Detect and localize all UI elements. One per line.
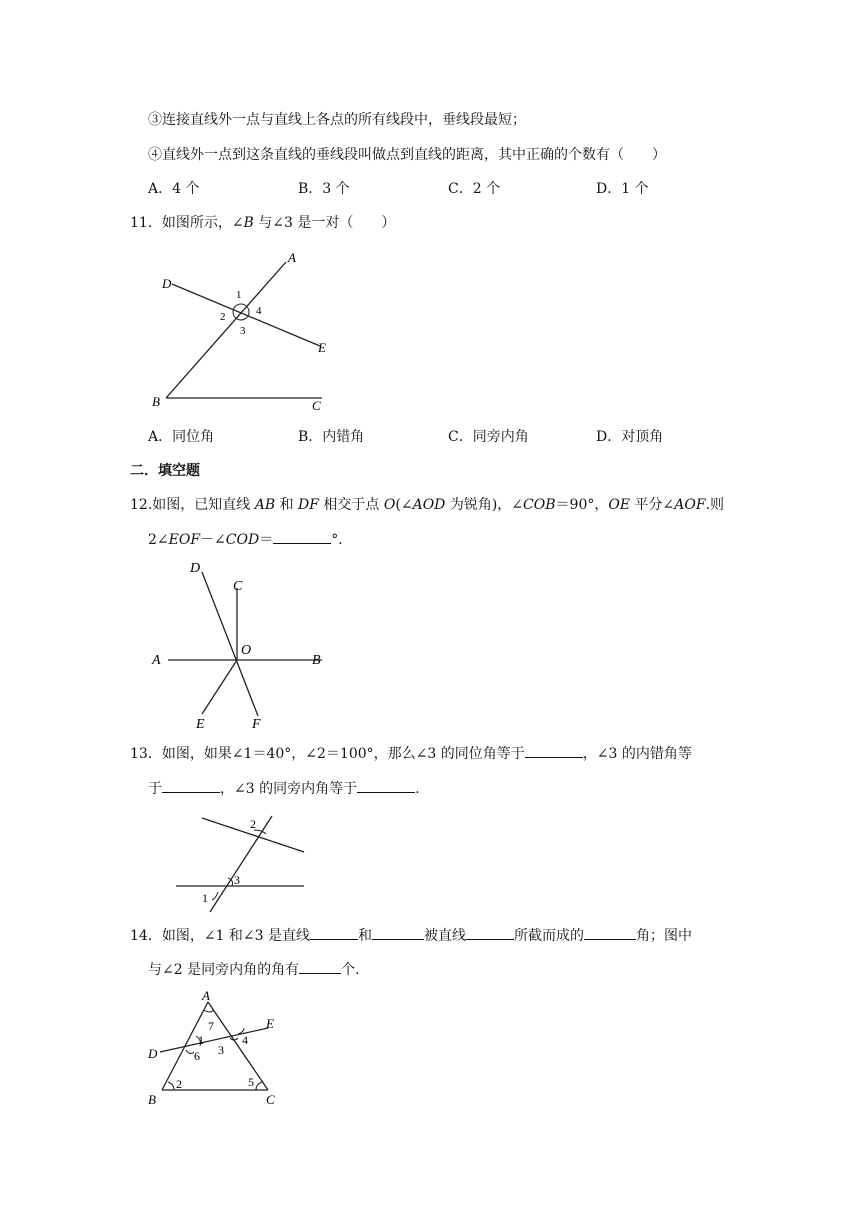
q14-label-e: E — [266, 1016, 274, 1031]
q11-number: 11． — [130, 215, 162, 231]
q14-line-de — [160, 1028, 268, 1052]
q14-text: 和 — [358, 928, 373, 944]
q11-line-de — [172, 284, 320, 346]
q12-stem-line2 — [148, 529, 352, 550]
q12-var-aof: AOF — [674, 497, 706, 513]
q14-angle-1: 1 — [198, 1033, 204, 1047]
q12-text: 为锐角)，∠ — [445, 497, 524, 513]
q12-label-e: E — [196, 717, 205, 732]
q11-angle-4: 4 — [256, 305, 262, 317]
section-title-fill-in: 二．填空题 — [130, 463, 200, 479]
q11-option-a: A．同位角 — [148, 429, 215, 445]
q13-text: 于 — [148, 781, 162, 797]
q13-angle-2: 2 — [250, 817, 256, 831]
q13-blank-consecutive[interactable] — [357, 778, 415, 793]
q13-angle-1: 1 — [202, 891, 208, 905]
q12-figure — [140, 558, 350, 738]
q12-text: －∠ — [200, 532, 226, 548]
q14-text: 个. — [341, 962, 360, 978]
q12-answer-blank[interactable] — [273, 529, 331, 544]
q12-text: 相交于点 — [318, 497, 384, 513]
q11-angle-marks — [233, 304, 249, 320]
q12-label-c: C — [233, 579, 243, 594]
q12-text: 和 — [275, 497, 299, 513]
q14-angle-5: 5 — [248, 1075, 254, 1089]
q14-angle-4: 4 — [242, 1033, 248, 1047]
q14-stem-line1 — [130, 925, 692, 946]
q11-figure — [140, 240, 360, 420]
q12-text: °． — [331, 532, 353, 548]
q14-label-c: C — [266, 1092, 275, 1107]
q11-angle-b: ∠B — [231, 215, 254, 231]
q11-stem — [130, 213, 395, 233]
q12-stem-line1 — [130, 495, 724, 515]
q12-var-oe: OE — [608, 497, 631, 513]
q14-blank-line-2[interactable] — [372, 925, 424, 940]
q14-angle-7: 7 — [208, 1019, 214, 1033]
q10-statement-3: ③连接直线外一点与直线上各点的所有线段中，垂线段最短； — [148, 112, 526, 128]
q12-text: .则 — [705, 497, 725, 513]
q11-option-b: B．内错角 — [298, 429, 365, 445]
q12-text: ＝ — [259, 532, 274, 548]
q14-blank-count[interactable] — [299, 959, 341, 974]
q11-angle-3: 3 — [240, 325, 246, 337]
q12-text: 平分∠ — [630, 497, 675, 513]
q11-text-b: 与∠3 是一对（ ） — [253, 215, 396, 231]
q14-text: 如图，∠1 和∠3 是直线 — [161, 928, 311, 944]
q11-label-b: B — [152, 394, 160, 409]
q11-option-c: C．同旁内角 — [448, 429, 529, 445]
q14-angle-7-arc — [204, 1010, 214, 1012]
q11-label-e: E — [318, 340, 326, 355]
q14-label-a: A — [202, 988, 210, 1003]
q13-angle-3: 3 — [234, 873, 240, 887]
q12-text: 2∠ — [148, 532, 169, 548]
q14-blank-transversal[interactable] — [466, 925, 514, 940]
q12-text: ＝90°， — [555, 497, 609, 513]
q11-angle-1: 1 — [236, 289, 242, 301]
q11-angle-2: 2 — [220, 311, 226, 323]
q10-option-a: A．4 个 — [148, 181, 200, 197]
q12-label-f: F — [252, 717, 261, 732]
q13-blank-alternate[interactable] — [162, 778, 220, 793]
q13-text: ，∠3 的同旁内角等于 — [220, 781, 358, 797]
q12-var-cob: COB — [523, 497, 556, 513]
q12-ray-oe — [202, 660, 237, 714]
q13-stem-line1 — [130, 743, 692, 764]
q12-var-ab: AB — [254, 497, 276, 513]
q11-label-d: D — [162, 276, 172, 291]
q12-label-a: A — [152, 653, 161, 668]
q11-label-a: A — [288, 250, 296, 265]
q10-option-c: C．2 个 — [448, 181, 501, 197]
q13-text: . — [415, 781, 420, 797]
q14-angle-2: 2 — [176, 1077, 182, 1091]
q13-blank-corresponding[interactable] — [525, 743, 583, 758]
q12-var-aod: AOD — [412, 497, 446, 513]
q12-var-cod: COD — [225, 532, 260, 548]
q13-text: ，∠3 的内错角等 — [582, 746, 692, 762]
q13-number: 13． — [130, 746, 162, 762]
q11-label-c: C — [312, 398, 321, 413]
q13-figure — [170, 808, 320, 918]
q13-angle-1-arc — [212, 892, 218, 900]
q13-stem-line2 — [148, 778, 420, 799]
q12-var-eof: EOF — [168, 532, 201, 548]
q14-text: 所截而成的 — [514, 928, 585, 944]
q11-text-a: 如图所示， — [161, 215, 232, 231]
q12-text: (∠ — [395, 497, 413, 513]
q14-blank-angle-type[interactable] — [584, 925, 636, 940]
q14-text: 被直线 — [424, 928, 467, 944]
q14-angle-5-arc — [256, 1082, 262, 1090]
q12-label-o: O — [241, 643, 252, 658]
q12-label-b: B — [312, 653, 321, 668]
q12-text: 如图，已知直线 — [152, 497, 255, 513]
q11-line-ba — [166, 262, 286, 398]
q10-statement-4: ④直线外一点到这条直线的垂线段叫做点到直线的距离，其中正确的个数有（ ） — [148, 147, 666, 163]
q12-label-d: D — [190, 561, 201, 576]
q14-side-ac — [208, 1002, 268, 1090]
q11-option-d: D．对顶角 — [596, 429, 664, 445]
q14-text: 角；图中 — [636, 928, 693, 944]
q10-option-b: B．3 个 — [298, 181, 350, 197]
q14-blank-line-1[interactable] — [310, 925, 358, 940]
q14-text: 与∠2 是同旁内角的角有 — [148, 962, 300, 978]
q14-stem-line2 — [148, 959, 360, 980]
q14-angle-2-arc — [168, 1082, 174, 1090]
q14-figure — [140, 988, 300, 1118]
q14-angle-6-arc — [186, 1050, 194, 1054]
q14-label-d: D — [148, 1046, 158, 1061]
q13-text: 如图，如果∠1＝40°，∠2＝100°，那么∠3 的同位角等于 — [161, 746, 525, 762]
q14-number: 14． — [130, 928, 162, 944]
q14-label-b: B — [148, 1092, 156, 1107]
q10-option-d: D．1 个 — [596, 181, 649, 197]
q12-var-o: O — [383, 497, 396, 513]
q14-angle-3: 3 — [218, 1043, 224, 1057]
q14-angle-6: 6 — [194, 1049, 200, 1063]
q12-var-df: DF — [298, 497, 319, 513]
q12-number: 12. — [130, 497, 153, 513]
